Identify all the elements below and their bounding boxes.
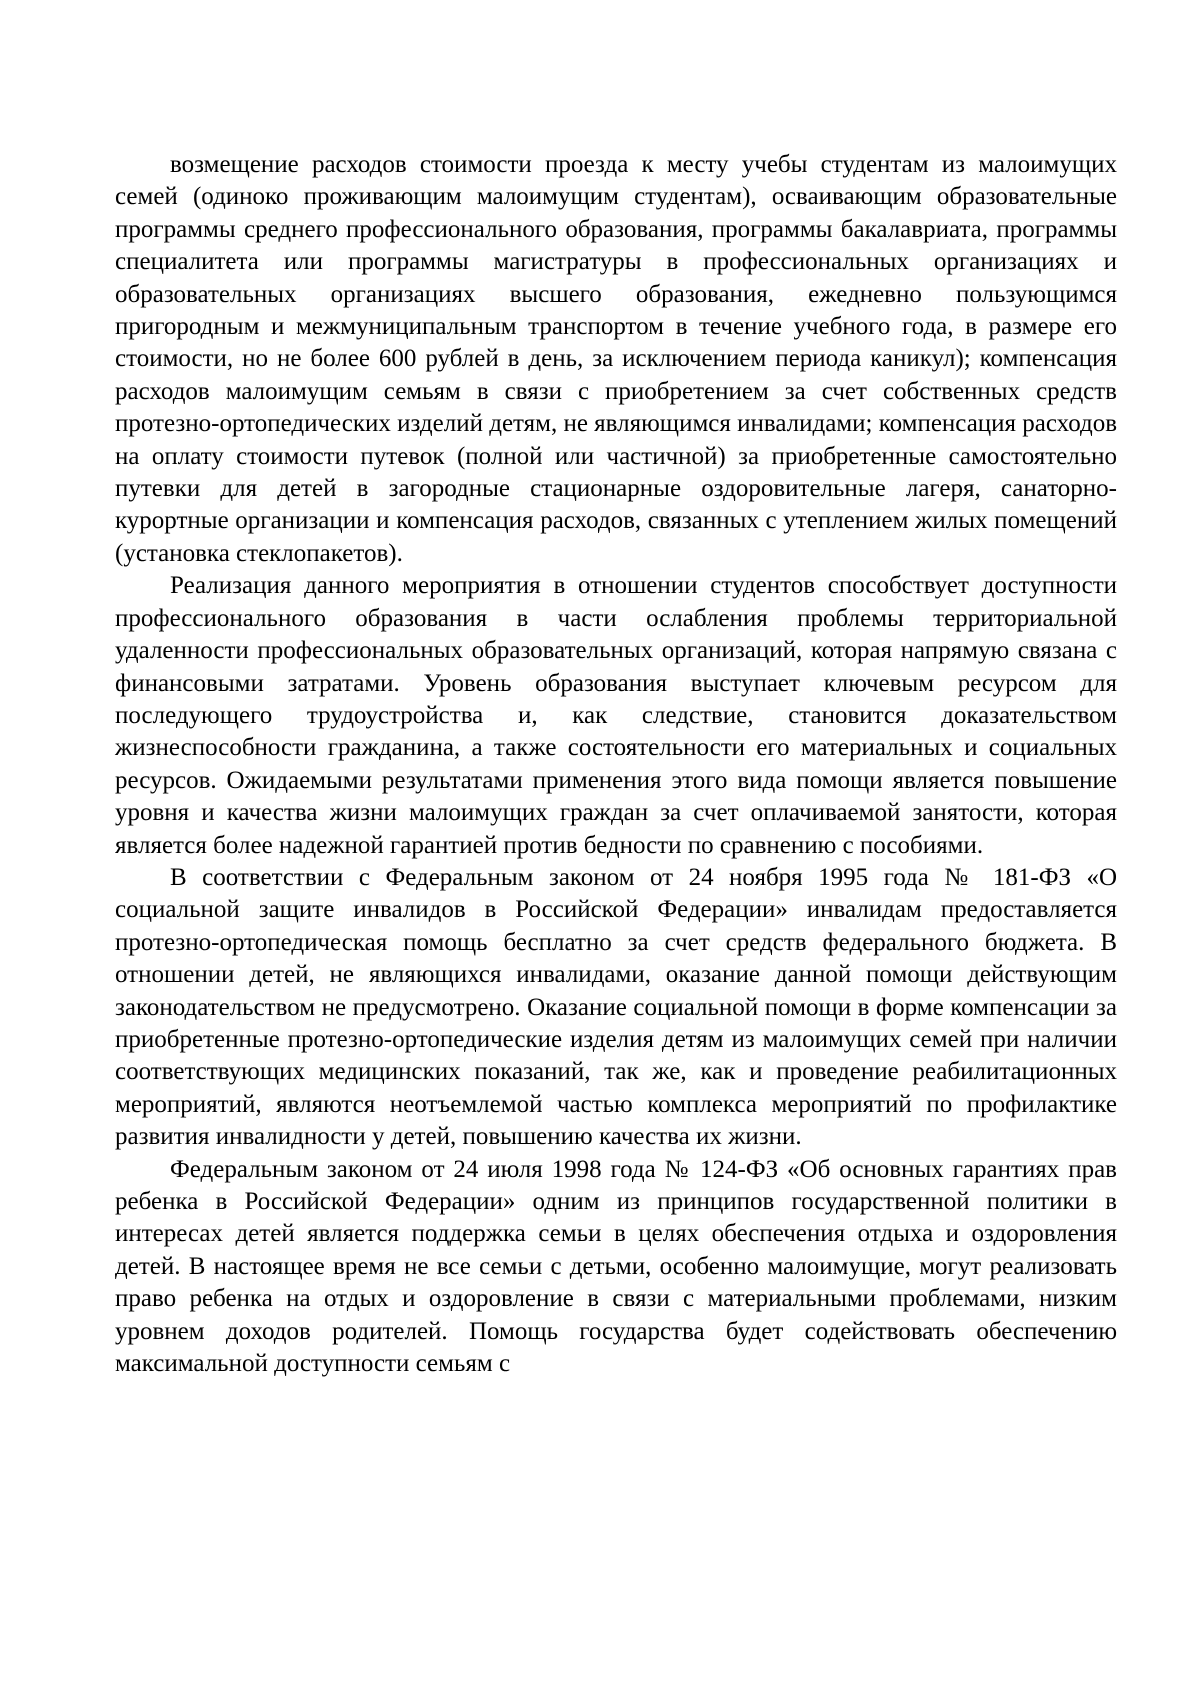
paragraph-prosthetic-aid: В соответствии с Федеральным законом от 24 ноября 1995 года № 181-ФЗ «О социальной защите инвалидов в Российской Федерации» инвалидам предоставляется протезно-ортопедическая помощь бесплатно за счет средств федерального бюджета. В отношении детей, не являющихся инвалидами, оказание данной помощи действующим законодательством не предусмотрено. Оказание социальной помощи в форме компенсации за приобретенные протезно-ортопедические изделия детям из малоимущих семей при наличии соответствующих медицинских показаний, так же, как и проведение реабилитационных мероприятий, являются неотъемлемой частью комплекса мероприятий по профилактике развития инвалидности у детей, повышению качества их жизни. bbox=[115, 863, 1117, 1151]
paragraph-students-education: Реализация данного мероприятия в отношении студентов способствует доступности профессионального образования в части ослабления проблемы территориальной удаленности профессиональных образовательных организаций, которая напрямую связана с финансовыми затратами. Уровень образования выступает ключевым ресурсом для последующего трудоустройства и, как следствие, становится доказательством жизнеспособности гражданина, а также состоятельности его материальных и социальных ресурсов. Ожидаемыми результатами применения этого вида помощи является повышение уровня и качества жизни малоимущих граждан за счет оплачиваемой занятости, которая является более надежной гарантией против бедности по сравнению с пособиями. bbox=[115, 572, 1117, 859]
paragraph-compensation-list: возмещение расходов стоимости проезда к месту учебы студентам из малоимущих семей (одиноко проживающим малоимущим студентам), осваивающим образовательные программы среднего профессионального образования, программы бакалавриата, программы специалитета или программы магистратуры в профессиональных организациях и образовательных организациях высшего образования, ежедневно пользующимся пригородным и межмуниципальным транспортом в течение учебного года, в размере его стоимости, но не более 600 рублей в день, за исключением периода каникул); компенсация расходов малоимущим семьям в связи с приобретением за счет собственных средств протезно-ортопедических изделий детям, не являющимся инвалидами; компенсация расходов на оплату стоимости путевок (полной или частичной) за приобретенные самостоятельно путевки для детей в загородные стационарные оздоровительные лагеря, санаторно-курортные организации и компенсация расходов, связанных с утеплением жилых помещений (установка стеклопакетов). bbox=[115, 151, 1118, 567]
paragraph-child-rights: Федеральным законом от 24 июля 1998 года № 124-ФЗ «Об основных гарантиях прав ребенка в Российской Федерации» одним из принципов государственной политики в интересах детей является поддержка семьи в целях обеспечения отдыха и оздоровления детей. В настоящее время не все семьи с детьми, особенно малоимущие, могут реализовать право ребенка на отдых и оздоровление в связи с материальными проблемами, низким уровнем доходов родителей. Помощь государства будет содействовать обеспечению максимальной доступности семьям с bbox=[115, 1155, 1117, 1378]
document-page bbox=[115, 149, 1117, 1380]
